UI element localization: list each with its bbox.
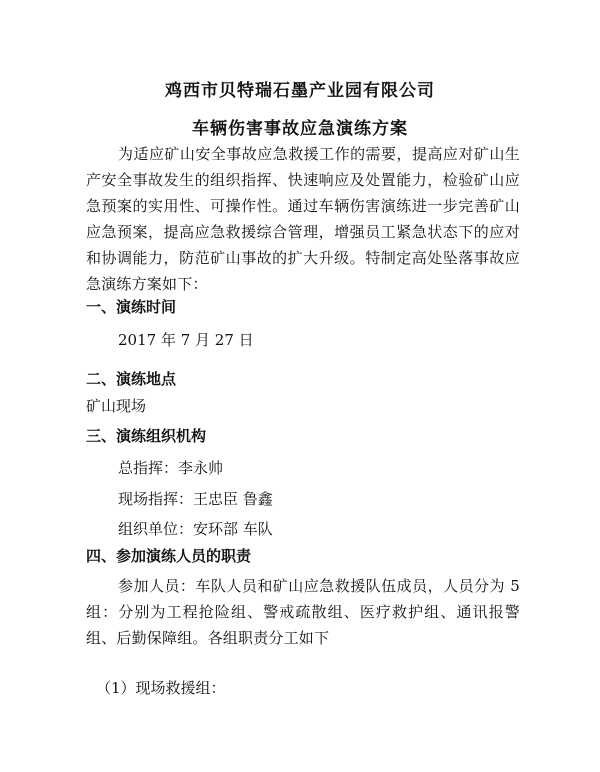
drill-location: 矿山现场 xyxy=(86,397,147,415)
section-heading-organization: 三、演练组织机构 xyxy=(86,427,207,445)
company-name: 鸡西市贝特瑞石墨产业园有限公司 xyxy=(165,81,435,101)
section-heading-duties: 四、参加演练人员的职责 xyxy=(86,547,252,565)
site-commander-line: 现场指挥：王忠臣 鲁鑫 xyxy=(118,490,273,508)
commander-line: 总指挥：李永帅 xyxy=(118,459,224,477)
duties-paragraph: 参加人员：车队人员和矿山应急救援队伍成员，人员分为 5 组：分别为工程抢险组、警戒疏散组、医疗救护组、通讯报警组、后勤保障组。各组职责分工如下 xyxy=(86,577,520,647)
section-heading-time: 一、演练时间 xyxy=(86,298,177,316)
organizing-unit-line: 组织单位：安环部 车队 xyxy=(118,520,273,538)
intro-paragraph: 为适应矿山安全事故应急救援工作的需要，提高应对矿山生产安全事故发生的组织指挥、快速响应及处置能力，检验矿山应急预案的实用性、可操作性。通过车辆伤害演练进一步完善矿山应急预案，提高应急救援综合管理，增强员工紧急状态下的应对和协调能力，防范矿山事故的扩大升级。特制定高处坠落事故应急演练方案如下： xyxy=(86,145,520,293)
section-heading-location: 二、演练地点 xyxy=(86,370,177,388)
drill-date: 2017 年 7 月 27 日 xyxy=(118,331,254,349)
document-title: 车辆伤害事故应急演练方案 xyxy=(192,119,408,139)
sub-heading-rescue-team: （1）现场救援组： xyxy=(96,679,226,697)
